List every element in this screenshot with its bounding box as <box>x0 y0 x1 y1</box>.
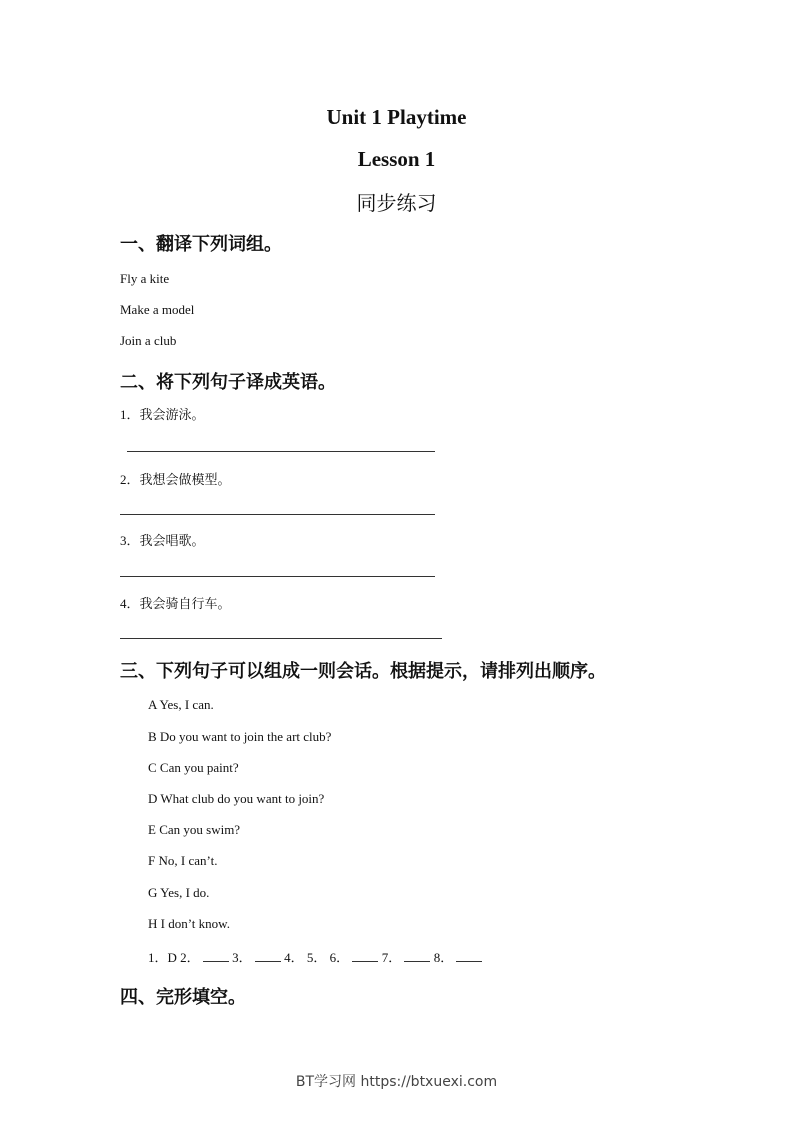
answer-label: 1．D 2． <box>148 950 200 965</box>
sentence-item <box>120 530 205 550</box>
footer-watermark: BT学习网 https://btxuexi.com <box>295 1074 498 1090</box>
answer-line[interactable] <box>127 451 435 452</box>
answer-label: 5． 6． <box>306 950 350 965</box>
phrase-item: Make a model <box>120 302 195 317</box>
lesson-title: Lesson 1 <box>357 147 436 171</box>
dialog-line: E Can you swim? <box>148 822 241 837</box>
answer-blank[interactable] <box>203 961 229 962</box>
answer-line[interactable] <box>120 638 442 639</box>
answer-label: 7． <box>381 950 402 965</box>
answer-blank[interactable] <box>352 961 378 962</box>
item-text: 我会唱歌。 <box>139 534 205 549</box>
item-number: 4． <box>120 596 140 611</box>
section2-heading: 二、将下列句子译成英语。 <box>120 372 336 393</box>
item-number: 3． <box>120 533 140 548</box>
item-text: 我会骑自行车。 <box>139 597 231 612</box>
dialog-line: B Do you want to join the art club? <box>148 729 332 744</box>
phrase-item: Fly a kite <box>120 271 170 286</box>
sentence-item <box>120 469 231 489</box>
order-answer-row <box>148 947 482 966</box>
answer-label: 3． <box>232 950 252 965</box>
answer-blank[interactable] <box>255 961 281 962</box>
answer-label: 4． <box>284 950 304 965</box>
item-text: 我会游泳。 <box>139 408 205 423</box>
dialog-line: D What club do you want to join? <box>148 791 325 806</box>
dialog-line: A Yes, I can. <box>148 697 214 712</box>
page-title: Unit 1 Playtime <box>326 105 467 129</box>
subtitle: 同步练习 <box>356 191 437 215</box>
dialog-line: H I don’t know. <box>148 916 230 931</box>
item-number: 1． <box>120 407 140 422</box>
section3-heading: 三、下列句子可以组成一则会话。根据提示，请排列出顺序。 <box>120 661 606 682</box>
answer-line[interactable] <box>120 576 435 577</box>
phrase-item: Join a club <box>120 333 177 348</box>
dialog-line: F No, I can’t. <box>148 853 218 868</box>
dialog-line: C Can you paint? <box>148 760 239 775</box>
section1-heading: 一、翻译下列词组。 <box>120 234 282 255</box>
answer-blank[interactable] <box>456 961 482 962</box>
sentence-item <box>120 593 231 613</box>
answer-blank[interactable] <box>404 961 430 962</box>
sentence-item <box>120 404 205 424</box>
dialog-line: G Yes, I do. <box>148 885 210 900</box>
answer-line[interactable] <box>120 514 435 515</box>
item-text: 我想会做模型。 <box>139 473 231 488</box>
section4-heading: 四、完形填空。 <box>120 987 246 1008</box>
answer-label: 8． <box>433 950 454 965</box>
item-number: 2． <box>120 472 140 487</box>
